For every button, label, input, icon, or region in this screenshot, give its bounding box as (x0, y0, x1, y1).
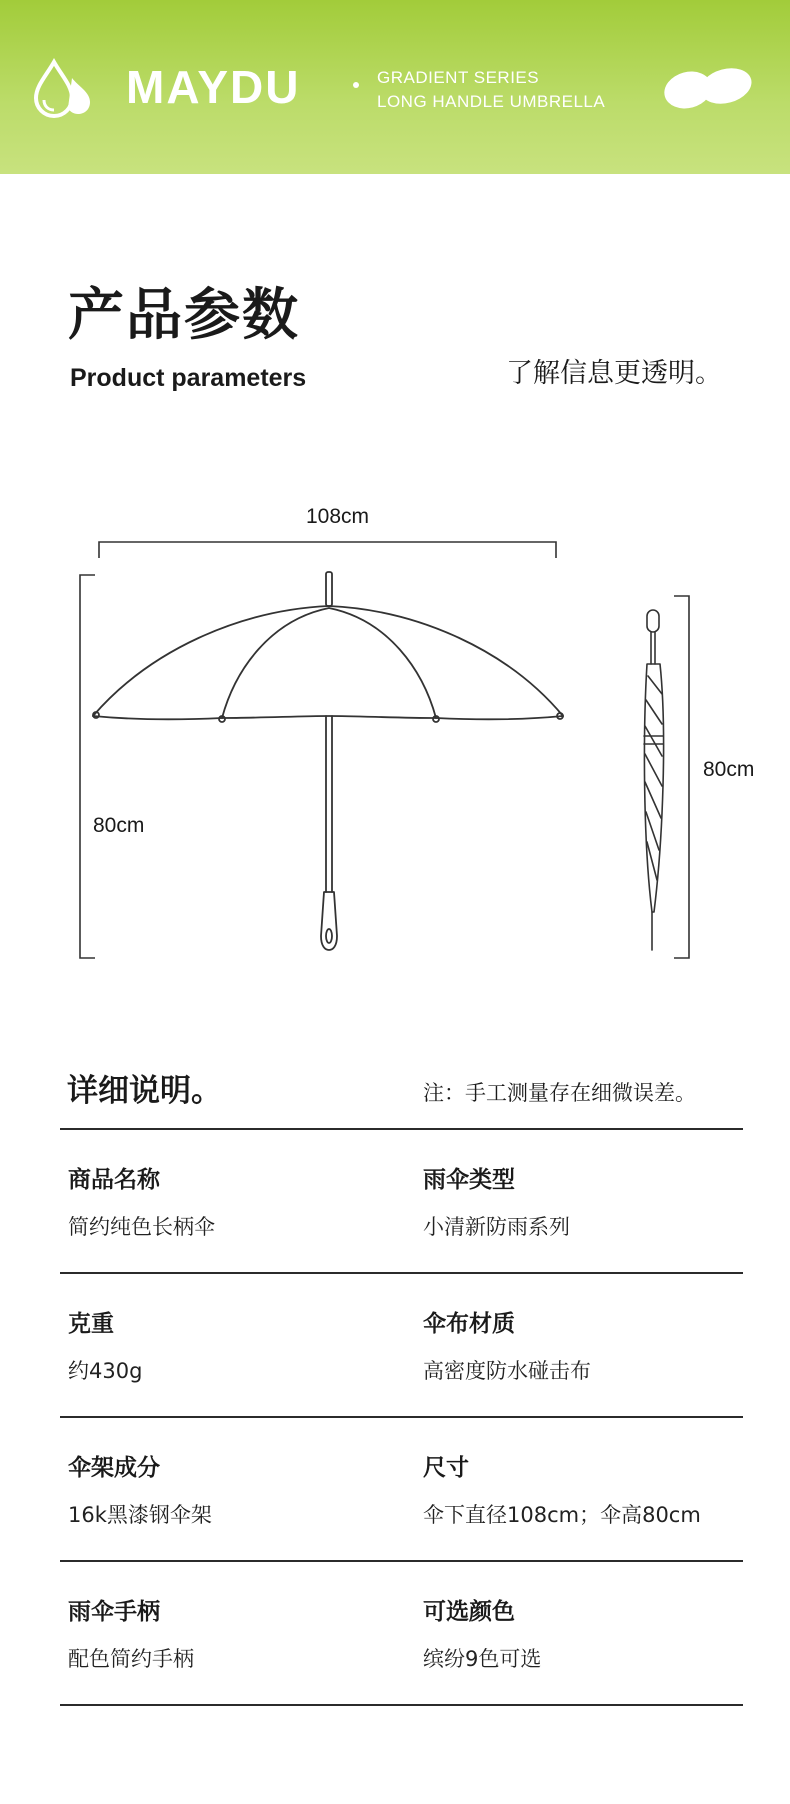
brand-header (0, 0, 790, 174)
series-title (377, 66, 605, 114)
spec-value: 16k黑漆钢伞架 (68, 1503, 212, 1527)
spec-value: 简约纯色长柄伞 (68, 1215, 215, 1239)
spec-label: 尺寸 (423, 1455, 469, 1481)
spec-table (60, 1128, 743, 1706)
spec-value: 配色简约手柄 (68, 1647, 194, 1671)
umbrella-dimension-diagram (0, 480, 790, 980)
spec-row (60, 1560, 743, 1706)
series-line-2: LONG HANDLE UMBRELLA (377, 92, 606, 111)
spec-label: 雨伞手柄 (68, 1599, 160, 1625)
spec-label: 伞架成分 (68, 1455, 160, 1481)
closed-umbrella-drawing (644, 610, 664, 950)
spec-label: 雨伞类型 (423, 1167, 515, 1193)
closed-height-label: 80cm (703, 758, 755, 781)
spec-label: 克重 (68, 1311, 114, 1337)
spec-row (60, 1128, 743, 1272)
spec-value: 伞下直径108cm；伞高80cm (423, 1503, 701, 1527)
section-title-cn: 产品参数 (68, 283, 300, 348)
section-title-en: Product parameters (70, 364, 307, 392)
spec-row (60, 1272, 743, 1416)
tagline: 了解信息更透明。 (506, 358, 722, 389)
width-dimension-bracket (99, 542, 556, 558)
spec-label: 伞布材质 (423, 1311, 515, 1337)
spec-value: 小清新防雨系列 (423, 1215, 570, 1239)
spec-row (60, 1416, 743, 1560)
brand-name: MAYDU (126, 61, 301, 113)
brand-separator-dot (353, 82, 359, 88)
spec-label: 可选颜色 (423, 1599, 515, 1625)
open-width-label: 108cm (306, 505, 370, 528)
spec-value: 高密度防水碰击布 (423, 1359, 591, 1383)
spec-value: 约430g (68, 1359, 143, 1383)
water-drop-logo-icon (32, 56, 96, 120)
open-height-label: 80cm (93, 814, 145, 837)
measurement-note: 注：手工测量存在细微误差。 (423, 1081, 696, 1105)
height-dimension-bracket (80, 575, 95, 958)
closed-umbrella-bracket (674, 596, 689, 958)
spec-label: 商品名称 (68, 1167, 160, 1193)
spec-value: 缤纷9色可选 (423, 1647, 542, 1671)
open-umbrella-drawing (93, 572, 563, 950)
series-line-1: GRADIENT SERIES (377, 68, 540, 87)
decorative-ovals-icon (662, 64, 754, 114)
details-title: 详细说明。 (67, 1073, 222, 1109)
